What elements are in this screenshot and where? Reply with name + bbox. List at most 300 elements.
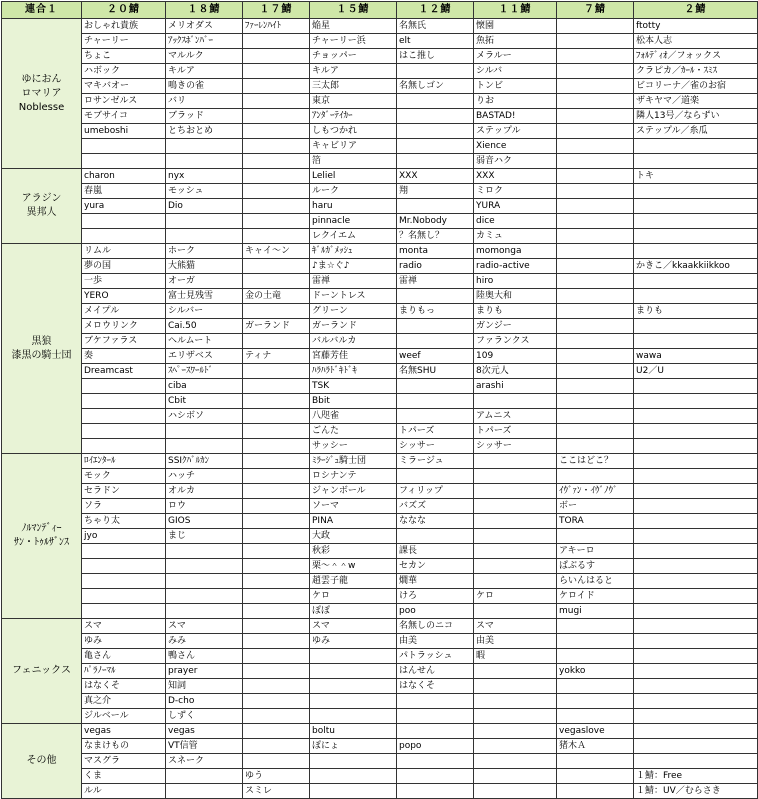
- table-row: [2, 214, 758, 229]
- member-cell: 翔: [397, 184, 474, 199]
- member-cell: [243, 694, 310, 709]
- member-cell: [397, 394, 474, 409]
- member-cell: まじ: [166, 529, 243, 544]
- server-roster-table: [1, 1, 758, 799]
- member-cell: [474, 559, 557, 574]
- member-cell: ジャンボール: [310, 484, 397, 499]
- table-row: [2, 79, 758, 94]
- alliance-name-line: ゆにおん: [21, 73, 62, 85]
- header-server-7: ７鯖: [557, 2, 634, 19]
- table-row: [2, 469, 758, 484]
- member-cell: スマ: [166, 619, 243, 634]
- table-row: [2, 544, 758, 559]
- member-cell: vegas: [82, 724, 166, 739]
- member-cell: [397, 199, 474, 214]
- member-cell: メロウリンク: [82, 319, 166, 334]
- member-cell: [397, 784, 474, 799]
- member-cell: [243, 634, 310, 649]
- member-cell: ソーマ: [310, 499, 397, 514]
- member-cell: メリオダス: [166, 19, 243, 34]
- table-row: [2, 769, 758, 784]
- alliance-name-line: ｻﾝ・ﾄｩﾙｻﾞﾝｽ: [14, 537, 69, 548]
- member-cell: 富士見残雪: [166, 289, 243, 304]
- member-cell: [474, 499, 557, 514]
- member-cell: モッシュ: [166, 184, 243, 199]
- member-cell: はなくそ: [397, 679, 474, 694]
- member-cell: [557, 94, 634, 109]
- table-row: [2, 589, 758, 604]
- member-cell: 栗～＾＾w: [310, 559, 397, 574]
- member-cell: [557, 154, 634, 169]
- member-cell: [243, 679, 310, 694]
- member-cell: [557, 349, 634, 364]
- member-cell: [557, 214, 634, 229]
- member-cell: ボー: [557, 499, 634, 514]
- member-cell: [634, 754, 758, 769]
- member-cell: ちょこ: [82, 49, 166, 64]
- member-cell: けろ: [397, 589, 474, 604]
- member-cell: [557, 409, 634, 424]
- member-cell: [634, 394, 758, 409]
- member-cell: [474, 784, 557, 799]
- member-cell: [397, 724, 474, 739]
- member-cell: バルバルカ: [310, 334, 397, 349]
- member-cell: [557, 469, 634, 484]
- member-cell: ガンジー: [474, 319, 557, 334]
- member-cell: [557, 274, 634, 289]
- member-cell: 東京: [310, 94, 397, 109]
- member-cell: ドーントレス: [310, 289, 397, 304]
- member-cell: [474, 724, 557, 739]
- table-row: [2, 49, 758, 64]
- alliance-name-line: アラジン: [21, 193, 62, 204]
- member-cell: [397, 64, 474, 79]
- member-cell: SSIｸﾊﾞﾙｶﾝ: [166, 454, 243, 469]
- member-cell: 名無SHU: [397, 364, 474, 379]
- member-cell: [474, 574, 557, 589]
- member-cell: グリーン: [310, 304, 397, 319]
- member-cell: [397, 754, 474, 769]
- table-row: [2, 154, 758, 169]
- member-cell: らいんはると: [557, 574, 634, 589]
- member-cell: [243, 394, 310, 409]
- member-cell: メラルー: [474, 49, 557, 64]
- member-cell: [397, 94, 474, 109]
- member-cell: まりも: [474, 304, 557, 319]
- member-cell: [557, 679, 634, 694]
- member-cell: YERO: [82, 289, 166, 304]
- member-cell: [634, 739, 758, 754]
- member-cell: 金の土竜: [243, 289, 310, 304]
- member-cell: 陸奥大和: [474, 289, 557, 304]
- member-cell: [82, 229, 166, 244]
- table-row: [2, 34, 758, 49]
- member-cell: [243, 154, 310, 169]
- alliance-name-cell: [2, 454, 82, 619]
- header-server-20: ２０鯖: [82, 2, 166, 19]
- member-cell: [474, 469, 557, 484]
- member-cell: ｱﾝﾀﾞｰﾃｲｶｰ: [310, 109, 397, 124]
- member-cell: ciba: [166, 379, 243, 394]
- member-cell: dice: [474, 214, 557, 229]
- member-cell: ｲｳﾞｧﾝ・ｲｳﾞﾉｳﾞ: [557, 484, 634, 499]
- member-cell: 雷禅: [310, 274, 397, 289]
- member-cell: はこ推し: [397, 49, 474, 64]
- member-cell: [397, 154, 474, 169]
- member-cell: 夢の国: [82, 259, 166, 274]
- member-cell: [557, 619, 634, 634]
- member-cell: 箔: [310, 154, 397, 169]
- table-row: [2, 784, 758, 799]
- member-cell: なまけもの: [82, 739, 166, 754]
- member-cell: ホーク: [166, 244, 243, 259]
- member-cell: ごんた: [310, 424, 397, 439]
- member-cell: [243, 64, 310, 79]
- member-cell: [634, 184, 758, 199]
- member-cell: elt: [397, 34, 474, 49]
- member-cell: キルア: [166, 64, 243, 79]
- member-cell: [243, 739, 310, 754]
- member-cell: 名無しのニコ: [397, 619, 474, 634]
- member-cell: [397, 529, 474, 544]
- member-cell: [166, 784, 243, 799]
- header-row: [2, 2, 758, 19]
- member-cell: [310, 709, 397, 724]
- member-cell: 名無しゴン: [397, 79, 474, 94]
- member-cell: [243, 169, 310, 184]
- member-cell: [397, 319, 474, 334]
- member-cell: [557, 199, 634, 214]
- member-cell: メイプル: [82, 304, 166, 319]
- member-cell: charon: [82, 169, 166, 184]
- member-cell: [634, 319, 758, 334]
- member-cell: [82, 214, 166, 229]
- member-cell: りお: [474, 94, 557, 109]
- member-cell: かきこ／kkaakkiikkoo: [634, 259, 758, 274]
- member-cell: nyx: [166, 169, 243, 184]
- member-cell: [166, 139, 243, 154]
- member-cell: ぽにょ: [310, 739, 397, 754]
- member-cell: [474, 769, 557, 784]
- member-cell: [474, 754, 557, 769]
- table-row: [2, 349, 758, 364]
- member-cell: [243, 424, 310, 439]
- table-row: [2, 229, 758, 244]
- table-row: [2, 604, 758, 619]
- member-cell: [243, 529, 310, 544]
- member-cell: 懐園: [474, 19, 557, 34]
- table-row: [2, 634, 758, 649]
- member-cell: 燗華: [397, 574, 474, 589]
- member-cell: D-cho: [166, 694, 243, 709]
- member-cell: [243, 439, 310, 454]
- member-cell: みみ: [166, 634, 243, 649]
- member-cell: [243, 94, 310, 109]
- member-cell: [82, 574, 166, 589]
- member-cell: ぽぽ: [310, 604, 397, 619]
- member-cell: ブケファラス: [82, 334, 166, 349]
- member-cell: 8次元人: [474, 364, 557, 379]
- member-cell: [557, 49, 634, 64]
- member-cell: 鳴きの雀: [166, 79, 243, 94]
- member-cell: キャイ～ン: [243, 244, 310, 259]
- member-cell: 大熊猫: [166, 259, 243, 274]
- member-cell: Dreamcast: [82, 364, 166, 379]
- member-cell: マキバオー: [82, 79, 166, 94]
- member-cell: [474, 454, 557, 469]
- member-cell: キルア: [310, 64, 397, 79]
- member-cell: シッサー: [397, 439, 474, 454]
- table-row: [2, 649, 758, 664]
- member-cell: [557, 244, 634, 259]
- table-row: [2, 19, 758, 34]
- member-cell: ジルベール: [82, 709, 166, 724]
- member-cell: カミュ: [474, 229, 557, 244]
- member-cell: 八咫雀: [310, 409, 397, 424]
- member-cell: [557, 754, 634, 769]
- member-cell: 一歩: [82, 274, 166, 289]
- member-cell: ♪ま☆ぐ♪: [310, 259, 397, 274]
- member-cell: しもつかれ: [310, 124, 397, 139]
- member-cell: スマ: [474, 619, 557, 634]
- member-cell: ソラ: [82, 499, 166, 514]
- table-row: [2, 364, 758, 379]
- member-cell: [166, 214, 243, 229]
- member-cell: [82, 139, 166, 154]
- member-cell: 奏: [82, 349, 166, 364]
- member-cell: １鯖：UV／むらさき: [634, 784, 758, 799]
- member-cell: ｽﾍﾟｰｽﾜｰﾙﾄﾞ: [166, 364, 243, 379]
- roster-body: [2, 19, 758, 799]
- member-cell: [243, 649, 310, 664]
- member-cell: ケロ: [310, 589, 397, 604]
- member-cell: [243, 724, 310, 739]
- member-cell: [557, 169, 634, 184]
- member-cell: Cbit: [166, 394, 243, 409]
- member-cell: [634, 229, 758, 244]
- member-cell: [243, 259, 310, 274]
- table-row: [2, 709, 758, 724]
- member-cell: BASTAD!: [474, 109, 557, 124]
- member-cell: ハシボソ: [166, 409, 243, 424]
- member-cell: [82, 154, 166, 169]
- member-cell: Bbit: [310, 394, 397, 409]
- table-row: [2, 619, 758, 634]
- member-cell: スネーク: [166, 754, 243, 769]
- member-cell: XXX: [397, 169, 474, 184]
- member-cell: [243, 109, 310, 124]
- alliance-name-line: フェニックス: [12, 665, 71, 676]
- member-cell: [634, 424, 758, 439]
- member-cell: [634, 499, 758, 514]
- member-cell: アキーロ: [557, 544, 634, 559]
- table-row: [2, 439, 758, 454]
- member-cell: yokko: [557, 664, 634, 679]
- member-cell: 宮藤芳佳: [310, 349, 397, 364]
- member-cell: [557, 259, 634, 274]
- header-server-2: ２鯖: [634, 2, 758, 19]
- member-cell: [243, 619, 310, 634]
- member-cell: Xience: [474, 139, 557, 154]
- member-cell: ﾌｧｰﾚﾝﾊｲﾄ: [243, 19, 310, 34]
- member-cell: ここはどこ？: [557, 454, 634, 469]
- member-cell: ステップル: [474, 124, 557, 139]
- member-cell: クラピカ／ｶｰﾙ・ｽﾐｽ: [634, 64, 758, 79]
- member-cell: weef: [397, 349, 474, 364]
- member-cell: 焔星: [310, 19, 397, 34]
- member-cell: [243, 589, 310, 604]
- member-cell: [166, 574, 243, 589]
- member-cell: [557, 394, 634, 409]
- member-cell: pinnacle: [310, 214, 397, 229]
- member-cell: バズズ: [397, 499, 474, 514]
- member-cell: [243, 274, 310, 289]
- member-cell: オルカ: [166, 484, 243, 499]
- member-cell: [82, 589, 166, 604]
- member-cell: はんせん: [397, 664, 474, 679]
- member-cell: [243, 79, 310, 94]
- member-cell: 大政: [310, 529, 397, 544]
- member-cell: [243, 139, 310, 154]
- member-cell: [557, 109, 634, 124]
- member-cell: [166, 769, 243, 784]
- member-cell: [634, 574, 758, 589]
- member-cell: ロサンゼルス: [82, 94, 166, 109]
- member-cell: [243, 364, 310, 379]
- table-row: [2, 304, 758, 319]
- member-cell: VT信管: [166, 739, 243, 754]
- member-cell: ガーランド: [243, 319, 310, 334]
- table-row: [2, 394, 758, 409]
- header-server-15: １５鯖: [310, 2, 397, 19]
- alliance-name-line: Noblesse: [18, 101, 65, 113]
- member-cell: ルル: [82, 784, 166, 799]
- member-cell: [557, 709, 634, 724]
- member-cell: ﾊﾗﾊﾗﾄﾞｷﾄﾞｷ: [310, 364, 397, 379]
- member-cell: mugi: [557, 604, 634, 619]
- member-cell: [166, 154, 243, 169]
- table-row: [2, 694, 758, 709]
- member-cell: ゆみ: [82, 634, 166, 649]
- member-cell: ﾐﾗｰｼﾞｭ騎士団: [310, 454, 397, 469]
- member-cell: [557, 304, 634, 319]
- member-cell: [82, 379, 166, 394]
- member-cell: [557, 379, 634, 394]
- member-cell: 名無氏: [397, 19, 474, 34]
- member-cell: 109: [474, 349, 557, 364]
- member-cell: [474, 679, 557, 694]
- member-cell: [634, 529, 758, 544]
- member-cell: [243, 409, 310, 424]
- member-cell: 雷禅: [397, 274, 474, 289]
- member-cell: [474, 709, 557, 724]
- member-cell: キャビリア: [310, 139, 397, 154]
- table-row: [2, 334, 758, 349]
- member-cell: arashi: [474, 379, 557, 394]
- member-cell: ？名無し？: [397, 229, 474, 244]
- table-row: [2, 274, 758, 289]
- alliance-name-cell: [2, 169, 82, 244]
- alliance-name-line: その他: [26, 755, 57, 766]
- member-cell: シルバ: [474, 64, 557, 79]
- table-row: [2, 139, 758, 154]
- member-cell: [634, 589, 758, 604]
- member-cell: [634, 604, 758, 619]
- table-row: [2, 109, 758, 124]
- member-cell: [557, 334, 634, 349]
- member-cell: [634, 694, 758, 709]
- table-row: [2, 289, 758, 304]
- member-cell: ﾌｫﾙﾃﾞｨｵ／フォックス: [634, 49, 758, 64]
- table-row: [2, 184, 758, 199]
- member-cell: yura: [82, 199, 166, 214]
- member-cell: トンビ: [474, 79, 557, 94]
- table-row: [2, 514, 758, 529]
- member-cell: ミラージュ: [397, 454, 474, 469]
- member-cell: boltu: [310, 724, 397, 739]
- header-server-11: １１鯖: [474, 2, 557, 19]
- alliance-name-cell: [2, 19, 82, 169]
- member-cell: パトラッシュ: [397, 649, 474, 664]
- member-cell: まりもっ: [397, 304, 474, 319]
- member-cell: [310, 694, 397, 709]
- table-row: [2, 574, 758, 589]
- table-row: [2, 124, 758, 139]
- member-cell: [557, 34, 634, 49]
- table-row: [2, 664, 758, 679]
- member-cell: [243, 49, 310, 64]
- alliance-name-cell: [2, 619, 82, 724]
- table-row: [2, 739, 758, 754]
- member-cell: 秋彩: [310, 544, 397, 559]
- member-cell: [166, 424, 243, 439]
- alliance-name-line: 異邦人: [26, 207, 57, 218]
- table-row: [2, 94, 758, 109]
- member-cell: 春嵐: [82, 184, 166, 199]
- member-cell: [310, 679, 397, 694]
- member-cell: [634, 334, 758, 349]
- member-cell: [243, 559, 310, 574]
- member-cell: [557, 424, 634, 439]
- member-cell: [243, 379, 310, 394]
- member-cell: [474, 529, 557, 544]
- member-cell: 真之介: [82, 694, 166, 709]
- member-cell: [474, 484, 557, 499]
- member-cell: [557, 319, 634, 334]
- member-cell: [166, 604, 243, 619]
- member-cell: [166, 229, 243, 244]
- member-cell: ロウ: [166, 499, 243, 514]
- member-cell: [634, 724, 758, 739]
- member-cell: マルルク: [166, 49, 243, 64]
- member-cell: [82, 439, 166, 454]
- member-cell: 魚拓: [474, 34, 557, 49]
- member-cell: [557, 364, 634, 379]
- member-cell: 亀さん: [82, 649, 166, 664]
- member-cell: ガーランド: [310, 319, 397, 334]
- member-cell: ｷﾞﾙｶﾞﾒｯｼｭ: [310, 244, 397, 259]
- member-cell: poo: [397, 604, 474, 619]
- member-cell: チャーリー浜: [310, 34, 397, 49]
- member-cell: [634, 619, 758, 634]
- member-cell: [243, 34, 310, 49]
- member-cell: 猪木Ａ: [557, 739, 634, 754]
- member-cell: シッサー: [474, 439, 557, 454]
- member-cell: 三太郎: [310, 79, 397, 94]
- member-cell: [397, 694, 474, 709]
- table-row: [2, 559, 758, 574]
- member-cell: スミレ: [243, 784, 310, 799]
